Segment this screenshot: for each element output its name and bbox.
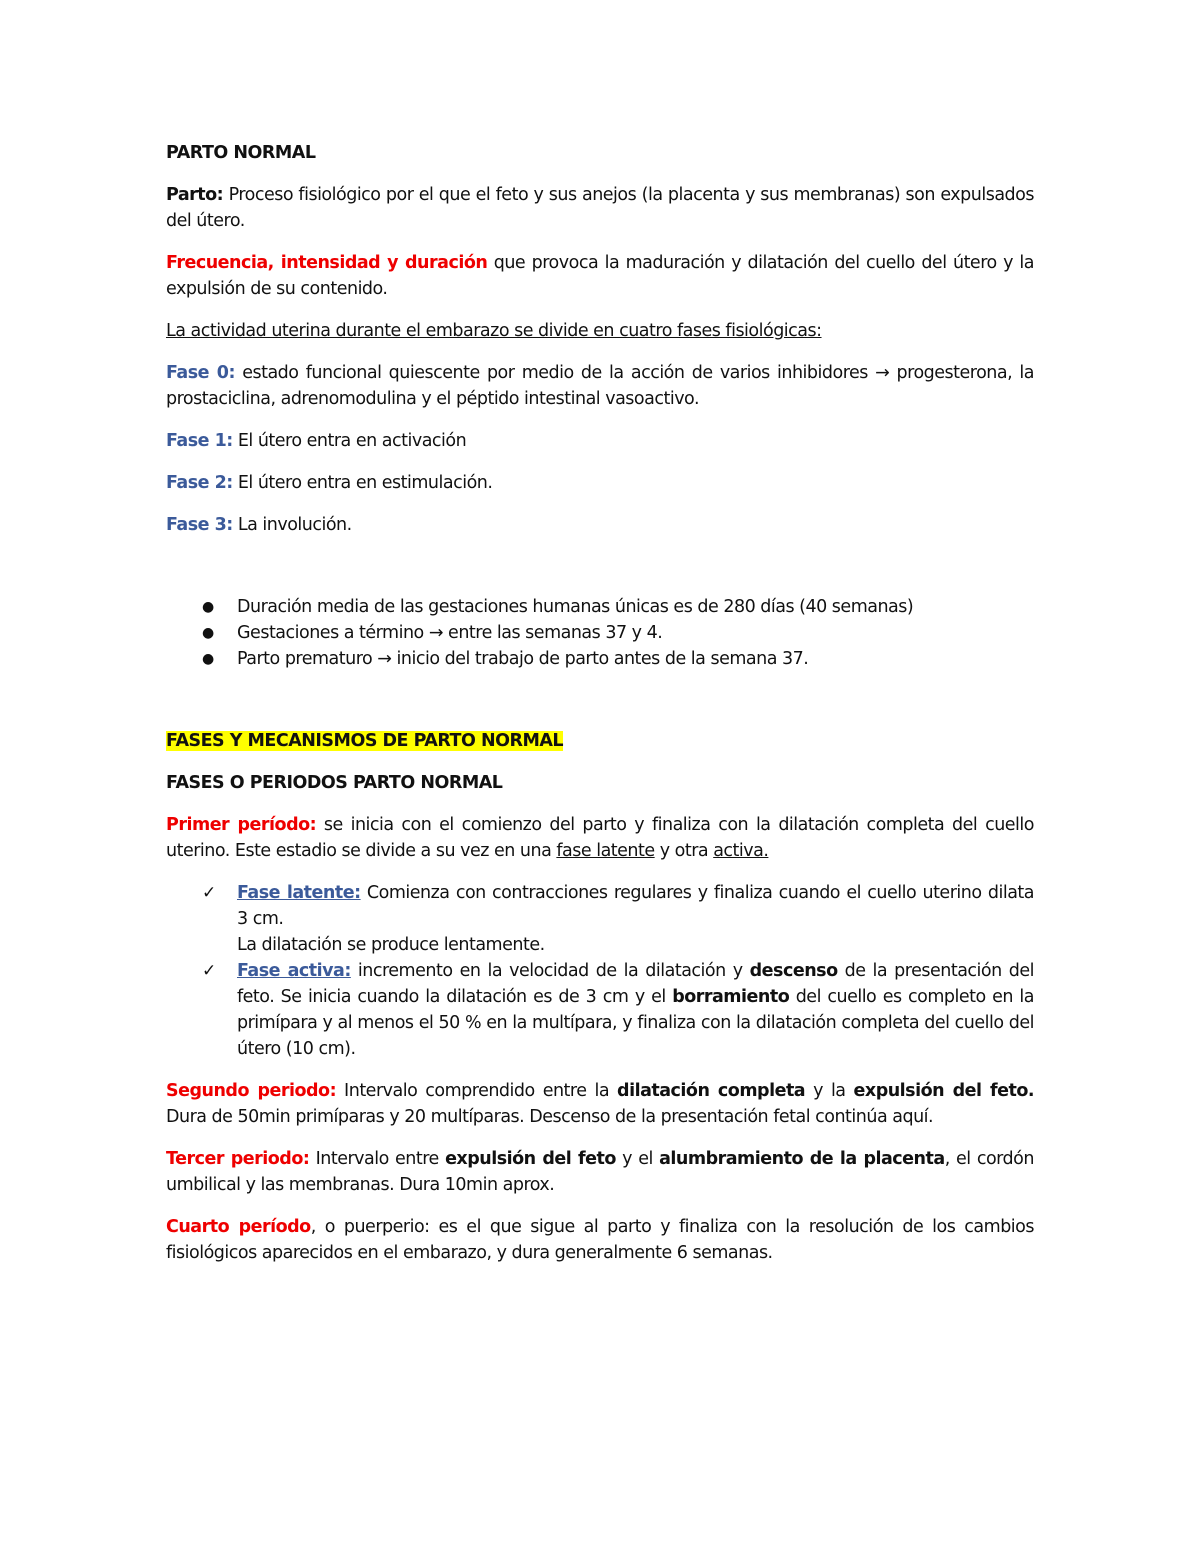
parto-text: Proceso fisiológico por el que el feto y sus anejos (la placenta y sus membranas) son expulsados del útero. <box>166 185 1034 231</box>
fase0-text: estado funcional quiescente por medio de la acción de varios inhibidores → progesterona, la prostaciclina, adrenomodulina y el péptido intestinal vasoactivo. <box>166 363 1034 409</box>
frecuencia-text: que provoca la maduración y dilatación del cuello del útero y la expulsión de su contenido. <box>166 253 1035 299</box>
document-body <box>166 140 1034 1266</box>
tercer-periodo-paragraph <box>166 1146 1034 1198</box>
list-item-fase-latente <box>166 880 1034 958</box>
list-item-text: Parto prematuro → inicio del trabajo de parto antes de la semana 37. <box>237 649 809 669</box>
fase0-paragraph <box>166 360 1034 412</box>
fase-latente-label: Fase latente: <box>237 883 361 903</box>
frecuencia-paragraph <box>166 250 1034 302</box>
document-title: PARTO NORMAL <box>166 143 316 163</box>
segundo-text-1: Intervalo comprendido entre la <box>336 1081 618 1101</box>
cuarto-periodo-label: Cuarto período <box>166 1217 311 1237</box>
checkmark-icon: ✓ <box>202 961 216 981</box>
fase3-label: Fase 3: <box>166 515 233 535</box>
fase3-paragraph <box>166 512 1034 538</box>
frecuencia-label: Frecuencia, intensidad y duración <box>166 253 488 273</box>
borramiento-bold: borramiento <box>672 987 790 1007</box>
fase-latente-ref: fase latente <box>556 841 655 861</box>
fase1-text: El útero entra en activación <box>232 431 467 451</box>
bullet-icon: ● <box>202 651 214 667</box>
fase-activa-text-1: incremento en la velocidad de la dilatación y <box>350 961 750 981</box>
descenso-bold: descenso <box>749 961 838 981</box>
cuarto-periodo-paragraph <box>166 1214 1034 1266</box>
segundo-text-2: y la <box>805 1081 854 1101</box>
segundo-periodo-label: Segundo periodo: <box>166 1081 337 1101</box>
fase-activa-ref: activa. <box>713 841 769 861</box>
fase-latente-text: Comienza con contracciones regulares y finaliza cuando el cuello uterino dilata 3 cm. <box>237 883 1035 929</box>
list-item-text: Duración media de las gestaciones humanas únicas es de 280 días (40 semanas) <box>237 597 914 617</box>
periodos-heading: FASES O PERIODOS PARTO NORMAL <box>166 773 503 793</box>
highlighted-heading: FASES Y MECANISMOS DE PARTO NORMAL <box>166 731 564 751</box>
segundo-text-3: Dura de 50min primíparas y 20 multíparas. Descenso de la presentación fetal continúa aquí. <box>166 1107 934 1127</box>
bullet-icon: ● <box>202 625 214 641</box>
fase1-label: Fase 1: <box>166 431 233 451</box>
primer-periodo-paragraph <box>166 812 1034 864</box>
tercer-text-2: y el <box>615 1149 660 1169</box>
fase1-paragraph <box>166 428 1034 454</box>
tercer-text-1: Intervalo entre <box>309 1149 446 1169</box>
actividad-heading: La actividad uterina durante el embarazo se divide en cuatro fases fisiológicas: <box>166 321 822 341</box>
fase-activa-text-2: de la presentación del feto. Se inicia cuando la dilatación es de 3 cm y el <box>237 961 1034 1007</box>
fase-latente-text-2: La dilatación se produce lentamente. <box>237 935 545 955</box>
fases-check-list <box>166 880 1034 1062</box>
checkmark-icon: ✓ <box>202 883 216 903</box>
primer-periodo-label: Primer período: <box>166 815 317 835</box>
cuarto-text: , o puerperio: es el que sigue al parto y finaliza con la resolución de los cambios fisiológicos aparecidos en el embarazo, y dura generalmente 6 semanas. <box>166 1217 1034 1263</box>
primer-periodo-mid: y otra <box>654 841 714 861</box>
list-item <box>166 646 1034 672</box>
parto-label: Parto: <box>166 185 224 205</box>
gestacion-bullet-list <box>166 594 1034 672</box>
tercer-periodo-label: Tercer periodo: <box>166 1149 310 1169</box>
fase2-paragraph <box>166 470 1034 496</box>
segundo-periodo-paragraph <box>166 1078 1034 1130</box>
expulsion-feto-bold-2: expulsión del feto <box>445 1149 616 1169</box>
fase2-label: Fase 2: <box>166 473 233 493</box>
list-item-text: Gestaciones a término → entre las semanas 37 y 4. <box>237 623 663 643</box>
bullet-icon: ● <box>202 599 214 615</box>
fase-activa-label: Fase activa: <box>237 961 351 981</box>
list-item-fase-activa <box>166 958 1034 1062</box>
alumbramiento-bold: alumbramiento de la placenta <box>659 1149 945 1169</box>
list-item <box>166 594 1034 620</box>
list-item <box>166 620 1034 646</box>
tercer-text-3: , el cordón umbilical y las membranas. Dura 10min aprox. <box>166 1149 1034 1195</box>
expulsion-feto-bold: expulsión del feto. <box>853 1081 1035 1101</box>
fase3-text: La involución. <box>232 515 352 535</box>
primer-periodo-text: se inicia con el comienzo del parto y finaliza con la dilatación completa del cuello uterino. Este estadio se divide a su vez en una <box>166 815 1034 861</box>
fase0-label: Fase 0: <box>166 363 235 383</box>
fase2-text: El útero entra en estimulación. <box>232 473 493 493</box>
fase-activa-text-3: del cuello es completo en la primípara y al menos el 50 % en la multípara, y finaliza con la dilatación completa del cuello del útero (10 cm). <box>237 987 1034 1059</box>
fases-mecanismos-heading <box>166 728 1034 754</box>
parto-definition <box>166 182 1034 234</box>
dilatacion-completa-bold: dilatación completa <box>617 1081 806 1101</box>
